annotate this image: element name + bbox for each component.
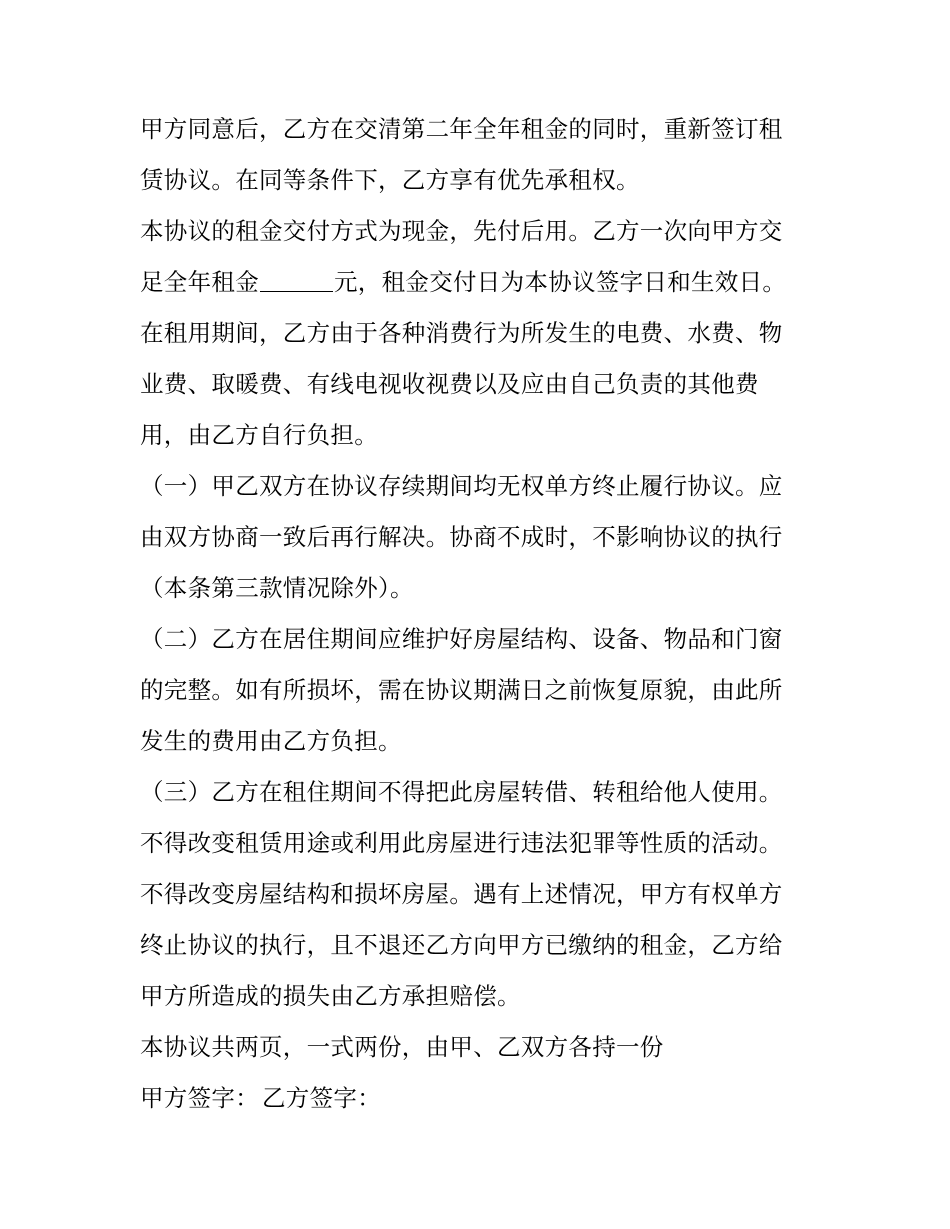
party-b-signature-label: 乙方签字： — [262, 1084, 381, 1112]
text-line: 不得改变租赁用途或利用此房屋进行违法犯罪等性质的活动。 — [140, 829, 783, 857]
text-line: 甲方同意后，乙方在交清第二年全年租金的同时，重新签订租 — [140, 115, 783, 143]
text-line: 不得改变房屋结构和损坏房屋。遇有上述情况，甲方有权单方 — [140, 880, 783, 908]
text-line: 业费、取暖费、有线电视收视费以及应由自己负责的其他费 — [140, 370, 759, 398]
text-line: 赁协议。在同等条件下，乙方享有优先承租权。 — [140, 166, 640, 194]
text-line: 由双方协商一致后再行解决。协商不成时，不影响协议的执行 — [140, 523, 783, 551]
rent-amount-blank — [260, 271, 333, 292]
text-line: 用，由乙方自行负担。 — [140, 421, 378, 449]
text-line: （二）乙方在居住期间应维护好房屋结构、设备、物品和门窗 — [140, 625, 783, 653]
text-line: 终止协议的执行，且不退还乙方向甲方已缴纳的租金，乙方给 — [140, 931, 783, 959]
signature-line — [140, 1073, 815, 1124]
text-line: 发生的费用由乙方负担。 — [140, 727, 402, 755]
text-line: 本协议共两页，一式两份，由甲、乙双方各持一份 — [140, 1033, 664, 1061]
document-body — [140, 104, 815, 1124]
text-segment: 元，租金交付日为本协议签字日和生效日。 — [334, 268, 787, 296]
text-line: 在租用期间，乙方由于各种消费行为所发生的电费、水费、物 — [140, 319, 783, 347]
text-segment: 足全年租金 — [140, 268, 259, 296]
party-a-signature-label: 甲方签字： — [140, 1084, 259, 1112]
text-line: 本协议的租金交付方式为现金，先付后用。乙方一次向甲方交 — [140, 217, 783, 245]
text-line: （一）甲乙双方在协议存续期间均无权单方终止履行协议。应 — [140, 472, 783, 500]
text-line: （本条第三款情况除外）。 — [140, 574, 414, 602]
text-line: （三）乙方在租住期间不得把此房屋转借、转租给他人使用。 — [140, 778, 783, 806]
text-line: 的完整。如有所损坏，需在协议期满日之前恢复原貌，由此所 — [140, 676, 783, 704]
text-line: 甲方所造成的损失由乙方承担赔偿。 — [140, 982, 521, 1010]
rent-amount-line — [140, 257, 815, 308]
